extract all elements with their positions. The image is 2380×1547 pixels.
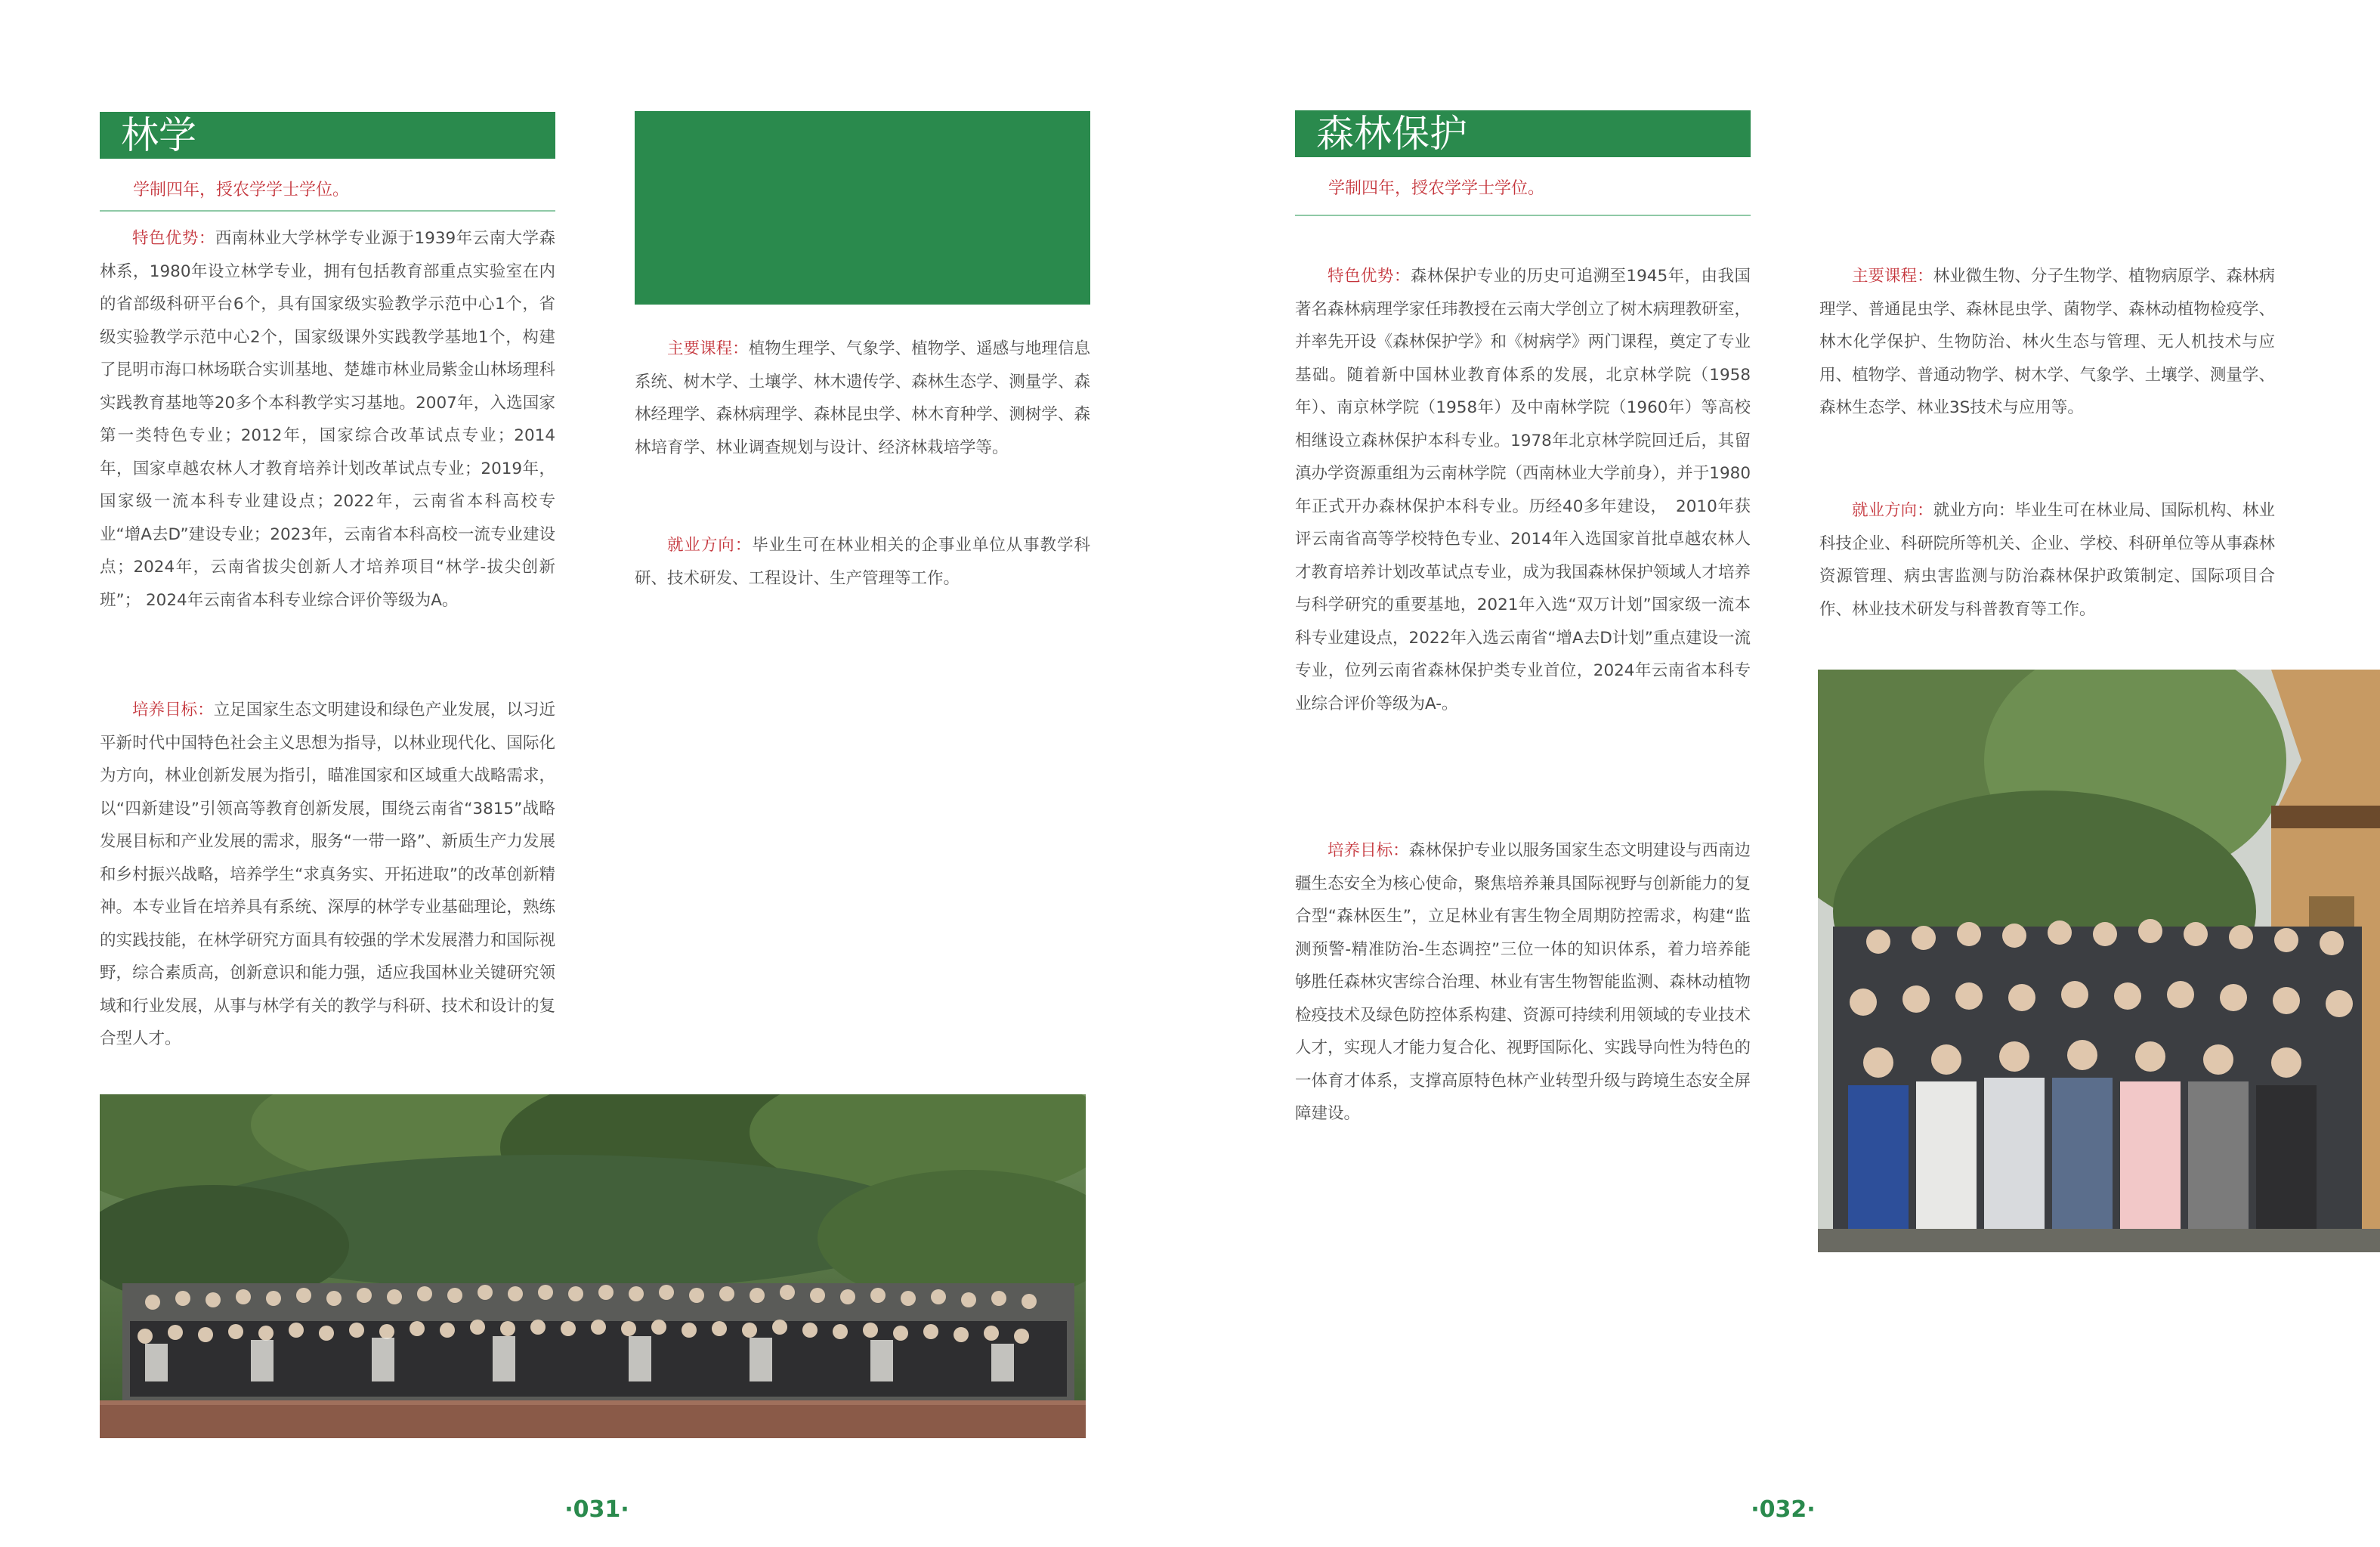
course-paragraph xyxy=(635,333,1090,464)
course-label-right: 主要课程： xyxy=(1852,267,1933,286)
goal-label: 培养目标： xyxy=(132,701,214,719)
degree-info: 学制四年，授农学学士学位。 xyxy=(133,181,350,200)
feature-paragraph xyxy=(100,222,555,617)
divider-right xyxy=(1295,215,1751,216)
course-paragraph-right xyxy=(1819,260,2275,425)
green-decorative-block xyxy=(635,111,1090,305)
goal-text-right: 森林保护专业以服务国家生态文明建设与西南边疆生态安全为核心使命，聚焦培养兼具国际视野与创新能力的复合型“森林医生”，立足林业有害生物全周期防控需求，构建“监测预警-精准防治-生态调控”三位一体的知识体系，着力培养能够胜任森林灾害综合治理、林业有害生物智能监测、森林动植物检疫技术及绿色防控体系构建、资源可持续利用领域的专业技术人才，实现人才能力复合化、视野国际化、实践导向性为特色的一体育才体系，支撑高原特色林产业转型升级与跨境生态安全屏障建设。 xyxy=(1295,841,1751,1123)
course-label: 主要课程： xyxy=(667,339,749,358)
degree-info-right: 学制四年，授农学学士学位。 xyxy=(1328,179,1545,198)
career-paragraph-right xyxy=(1819,494,2275,626)
page-number-left: ·031· xyxy=(564,1496,629,1523)
goal-paragraph-right xyxy=(1295,834,1751,1131)
divider xyxy=(100,210,555,212)
career-paragraph xyxy=(635,529,1090,595)
group-photo-forestry xyxy=(100,1094,1086,1438)
feature-label-right: 特色优势： xyxy=(1328,267,1411,286)
goal-text: 立足国家生态文明建设和绿色产业发展，以习近平新时代中国特色社会主义思想为指导，以林业现代化、国际化为方向，林业创新发展为指引，瞄准国家和区域重大战略需求，以“四新建设”引领高等教育创新发展，围绕云南省“3815”战略发展目标和产业发展的需求，服务“一带一路”、新质生产力发展和乡村振兴战略，培养学生“求真务实、开拓进取”的改革创新精神。本专业旨在培养具有系统、深厚的林学专业基础理论，熟练的实践技能，在林学研究方面具有较强的学术发展潜力和国际视野，综合素质高，创新意识和能力强，适应我国林业关键研究领域和行业发展，从事与林学有关的教学与科研、技术和设计的复合型人才。 xyxy=(100,701,555,1048)
career-text: 毕业生可在林业相关的企事业单位从事教学科研、技术研发、工程设计、生产管理等工作。 xyxy=(635,536,1090,588)
feature-text-right: 森林保护专业的历史可追溯至1945年，由我国著名森林病理学家任玮教授在云南大学创立了树木病理教研室，并率先开设《森林保护学》和《树病学》两门课程，奠定了专业基础。随着新中国林业教育体系的发展，北京林学院（1958年）、南京林学院（1958年）及中南林学院（1960年）等高校相继设立森林保护本科专业。1978年北京林学院回迁后，其留滇办学资源重组为云南林学院（西南林业大学前身），并于1980年正式开办森林保护本科专业。历经40多年建设， 2010年获评云南省高等学校特色专业、2014年入选国家首批卓越农林人才教育培养计划改革试点专业，成为我国森林保护领域人才培养与科学研究的重要基地，2021年入选“双万计划”国家级一流本科专业建设点，2022年入选云南省“增A去D计划”重点建设一流专业，位列云南省森林保护类专业首位，2024年云南省本科专业综合评价等级为A-。 xyxy=(1295,267,1751,713)
feature-paragraph-right xyxy=(1295,260,1751,720)
page-title-forest-protection: 森林保护 xyxy=(1295,110,1751,157)
group-photo-forest-protection xyxy=(1818,670,2380,1252)
group-photo-illustration-right xyxy=(1818,670,2380,1252)
page-number-right: ·032· xyxy=(1751,1496,1816,1523)
career-text-right: 就业方向：毕业生可在林业局、国际机构、林业科技企业、科研院所等机关、企业、学校、科研单位等从事森林资源管理、病虫害监测与防治森林保护政策制定、国际项目合作、林业技术研发与科普教育等工作。 xyxy=(1819,501,2275,619)
course-text-right: 林业微生物、分子生物学、植物病原学、森林病理学、普通昆虫学、森林昆虫学、菌物学、森林动植物检疫学、林木化学保护、生物防治、林火生态与管理、无人机技术与应用、植物学、普通动物学、树木学、气象学、土壤学、测量学、森林生态学、林业3S技术与应用等。 xyxy=(1819,267,2275,417)
feature-label: 特色优势： xyxy=(132,229,215,248)
goal-paragraph xyxy=(100,694,555,1056)
feature-text: 西南林业大学林学专业源于1939年云南大学森林系，1980年设立林学专业，拥有包括教育部重点实验室在内的省部级科研平台6个，具有国家级实验教学示范中心1个，省级实验教学示范中心2个，国家级课外实践教学基地1个，构建了昆明市海口林场联合实训基地、楚雄市林业局紫金山林场理科实践教育基地等20多个本科教学实习基地。2007年，入选国家第一类特色专业；2012年，国家综合改革试点专业；2014年，国家卓越农林人才教育培养计划改革试点专业；2019年，国家级一流本科专业建设点；2022年，云南省本科高校专业“增A去D”建设专业；2023年，云南省本科高校一流专业建设点；2024年，云南省拔尖创新人才培养项目“林学-拔尖创新班”； 2024年云南省本科专业综合评价等级为A。 xyxy=(100,229,555,610)
goal-label-right: 培养目标： xyxy=(1328,841,1409,860)
page-title-forestry: 林学 xyxy=(100,112,555,159)
group-photo-illustration xyxy=(100,1094,1086,1438)
career-label: 就业方向： xyxy=(667,536,753,555)
career-label-right: 就业方向： xyxy=(1852,501,1933,520)
course-text: 植物生理学、气象学、植物学、遥感与地理信息系统、树木学、土壤学、林木遗传学、森林生态学、测量学、森林经理学、森林病理学、森林昆虫学、林木育种学、测树学、森林培育学、林业调查规划与设计、经济林栽培学等。 xyxy=(635,339,1090,457)
